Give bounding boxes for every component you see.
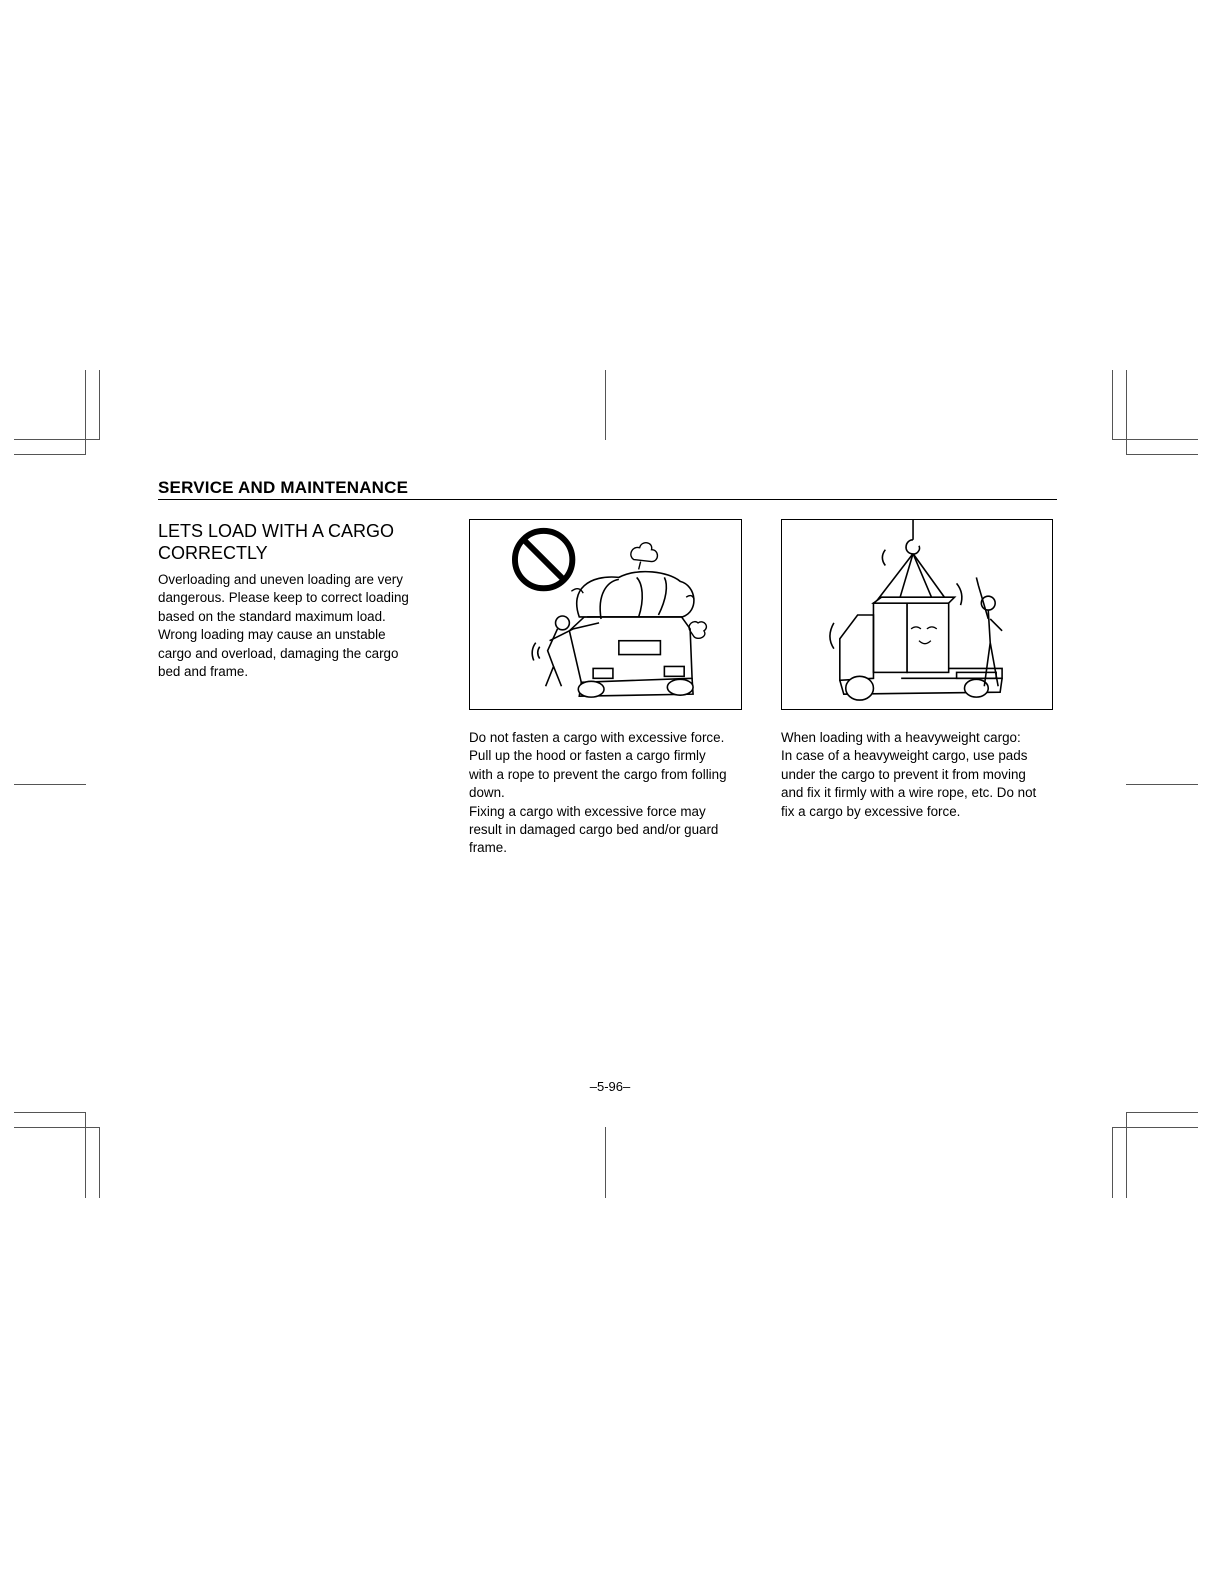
title-line: LETS LOAD WITH A CARGO [158,521,395,541]
text-line: When loading with a heavyweight cargo: [781,730,1021,745]
text-line: Pull up the hood or fasten a cargo firmly [469,748,706,764]
text-line: Do not fasten a cargo with excessive force. [469,730,725,745]
text-line: result in damaged cargo bed and/or guard [469,822,719,838]
section-header: SERVICE AND MAINTENANCE [158,478,409,497]
text-line: based on the standard maximum load. [158,608,386,624]
header-rule [158,499,1057,500]
text-line: with a rope to prevent the cargo from folling [469,766,727,782]
page-number: –5-96– [589,1079,631,1094]
text-line: fix a cargo by excessive force. [781,803,961,819]
figure-excessive-force [469,519,742,710]
text-line: Overloading and uneven loading are very [158,572,403,587]
caption-heavyweight-cargo [781,729,1071,821]
caption-excessive-force [469,729,759,858]
prohibition-icon [515,531,572,588]
text-line: cargo and overload, damaging the cargo [158,645,399,661]
text-line: Wrong loading may cause an unstable [158,627,386,643]
text-line: and fix it firmly with a wire rope, etc. Do not [781,785,1037,801]
text-line: In case of a heavyweight cargo, use pads [781,748,1028,764]
title-line: CORRECTLY [158,543,268,563]
text-line: down. [469,785,505,801]
text-line: frame. [469,840,507,856]
text-line: dangerous. Please keep to correct loading [158,590,409,606]
illustration-pickup-overloaded [470,520,741,709]
illustration-pickup-crane-load [782,520,1052,709]
figure-heavyweight-cargo [781,519,1053,710]
text-line: bed and frame. [158,664,249,680]
intro-paragraph [158,571,448,681]
text-line: under the cargo to prevent it from moving [781,766,1026,782]
page-title [158,520,438,564]
text-line: Fixing a cargo with excessive force may [469,803,706,819]
